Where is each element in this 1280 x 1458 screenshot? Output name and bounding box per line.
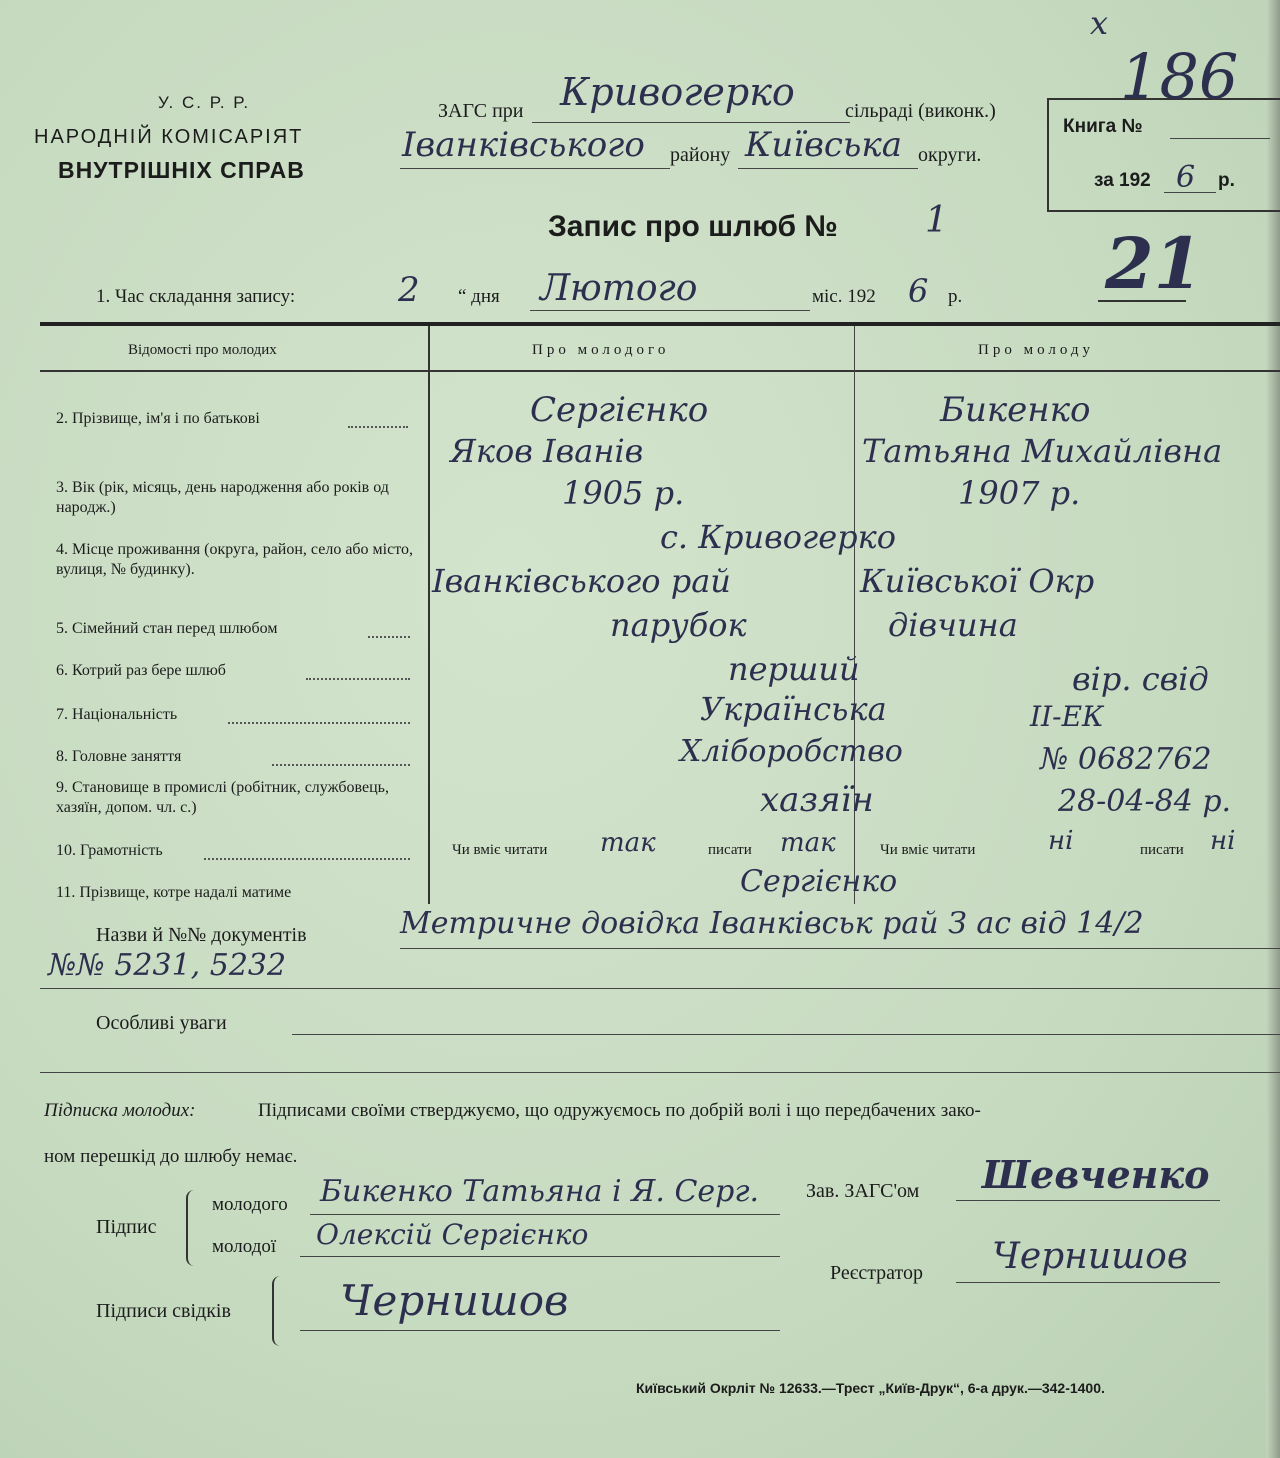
row-label-nationality: 7. Національність <box>56 706 178 723</box>
documents-value-2: №№ 5231, 5232 <box>48 948 287 983</box>
bride-position: 28-04-84 р. <box>1058 784 1232 819</box>
groom-residence-2: Іванківського рай <box>432 562 731 600</box>
row-label-residence: 4. Місце проживання (округа, район, село або місто, вулиця, № будинку). <box>56 541 414 578</box>
groom-write-label: писати <box>708 842 752 858</box>
record-year-suffix: р. <box>948 286 963 307</box>
row-label-occupation: 8. Головне заняття <box>56 748 182 765</box>
sheet-edge <box>1266 0 1280 1458</box>
bride-nationality: ІІ-ЕК <box>1030 700 1104 733</box>
book-year-suffix: р. <box>1218 170 1235 191</box>
table-top-rule <box>40 322 1280 326</box>
bride-age: 1907 р. <box>958 474 1081 512</box>
printer-imprint: Київський Окрліт № 12633.—Трест „Київ-Друк“, 6-а друк.—342-1400. <box>636 1380 1105 1396</box>
groom-read-value: так <box>600 828 656 858</box>
handwritten-okruha: Київська <box>745 125 903 165</box>
groom-marital: парубок <box>610 606 747 644</box>
groom-times: перший <box>728 650 860 688</box>
handwritten-village: Кривогерко <box>560 70 795 114</box>
groom-future-surname: Сергієнко <box>740 864 898 899</box>
groom-nationality: Українська <box>700 690 887 728</box>
witness-signature: Чернишов <box>340 1276 569 1325</box>
row-label-times: 6. Котрий раз бере шлюб <box>56 662 226 679</box>
book-label: Книга № <box>1063 116 1143 137</box>
groom-write-value: так <box>780 828 836 858</box>
row-label-future-surname: 11. Прізвище, котре надалі матиме <box>56 884 292 901</box>
record-time-label: 1. Час складання запису: <box>96 286 296 307</box>
bride-surname: Бикенко <box>940 390 1091 430</box>
witnesses-label: Підписи свідків <box>96 1300 231 1322</box>
bride-signature: Олексій Сергієнко <box>316 1218 589 1251</box>
row-label-age: 3. Вік (рік, місяць, день народження або років од народж.) <box>56 479 389 516</box>
bride-marital: дівчина <box>888 606 1018 644</box>
witnesses-brace <box>272 1276 284 1346</box>
bride-write-value: ні <box>1210 826 1236 856</box>
record-month-label: міс. 192 <box>812 286 876 307</box>
bride-read-value: ні <box>1048 826 1074 856</box>
zags-prefix: ЗАГС при <box>438 100 524 122</box>
bride-occupation: № 0682762 <box>1040 742 1212 777</box>
village-council-label: сільраді (виконк.) <box>845 100 996 122</box>
okruha-label: округи. <box>918 144 982 166</box>
ussr-label: У. С. Р. Р. <box>158 93 251 112</box>
groom-read-label: Чи вміє читати <box>452 842 548 858</box>
zags-head-label: Зав. ЗАГС'ом <box>806 1180 920 1202</box>
book-year-prefix: за 192 <box>1094 170 1151 191</box>
handwritten-corner-mark: x <box>1090 4 1109 42</box>
signature-brace <box>186 1190 198 1266</box>
commissariat-line1: НАРОДНІЙ КОМІСАРІЯТ <box>34 126 304 148</box>
groom-position: хазяїн <box>760 780 874 820</box>
documents-label: Назви й №№ документів <box>96 924 307 946</box>
row-label-name: 2. Прізвище, ім'я і по батькові <box>56 410 260 427</box>
table-col3-header: Про молоду <box>978 342 1095 358</box>
table-col1-header: Відомості про молодих <box>128 342 277 358</box>
registrar-signature: Чернишов <box>992 1236 1188 1277</box>
record-day-mid: “ дня <box>458 286 500 307</box>
registrar-label: Реєстратор <box>830 1262 924 1284</box>
record-number: 1 <box>925 200 948 241</box>
groom-residence: с. Кривогерко <box>660 518 896 556</box>
groom-signature: Бикенко Татьяна і Я. Серг. <box>320 1174 760 1209</box>
groom-name: Яков Іванів <box>450 432 644 470</box>
pledge-text-2: ном перешкід до шлюбу немає. <box>44 1146 298 1167</box>
pledge-lead: Підписка молодих: <box>44 1100 196 1121</box>
row-label-marital: 5. Сімейний стан перед шлюбом <box>56 620 278 637</box>
remarks-label: Особливі уваги <box>96 1012 227 1034</box>
big-record-number: 21 <box>1105 222 1203 305</box>
bride-write-label: писати <box>1140 842 1184 858</box>
commissariat-line2: ВНУТРІШНІХ СПРАВ <box>58 157 305 183</box>
documents-value: Метричне довідка Іванківськ рай З ас від 14/2 <box>400 906 1144 941</box>
raion-label: району <box>670 144 731 166</box>
handwritten-book-year: 6 <box>1176 160 1196 195</box>
zags-head-signature: Шевченко <box>982 1152 1210 1197</box>
record-day: 2 <box>398 270 420 310</box>
row-label-literacy: 10. Грамотність <box>56 842 163 859</box>
pledge-text-1: Підписами своїми стверджуємо, що одружуємось по добрій волі і що передбачених зако- <box>258 1100 981 1121</box>
bride-signature-label: молодої <box>212 1236 277 1257</box>
bride-read-label: Чи вміє читати <box>880 842 976 858</box>
groom-occupation: Хліборобство <box>680 734 903 769</box>
table-header-rule <box>40 370 1280 372</box>
bride-times: вір. свід <box>1072 660 1209 698</box>
groom-surname: Сергієнко <box>530 390 709 430</box>
row-label-position: 9. Становище в промислі (робітник, службовець, хазяїн, допом. чл. с.) <box>56 779 389 816</box>
table-col2-header: Про молодого <box>532 342 670 358</box>
groom-signature-label: молодого <box>212 1194 288 1215</box>
bride-residence: Київської Окр <box>860 562 1095 600</box>
signature-label: Підпис <box>96 1216 157 1238</box>
record-month: Лютого <box>540 268 698 309</box>
handwritten-raion: Іванківського <box>402 125 645 165</box>
handwritten-corner-number: 186 <box>1120 40 1239 113</box>
record-title: Запис про шлюб № <box>548 210 838 243</box>
groom-age: 1905 р. <box>562 474 685 512</box>
record-year: 6 <box>908 272 929 310</box>
table-col-divider-1 <box>428 326 430 904</box>
bride-name: Татьяна Михайлівна <box>862 432 1223 470</box>
